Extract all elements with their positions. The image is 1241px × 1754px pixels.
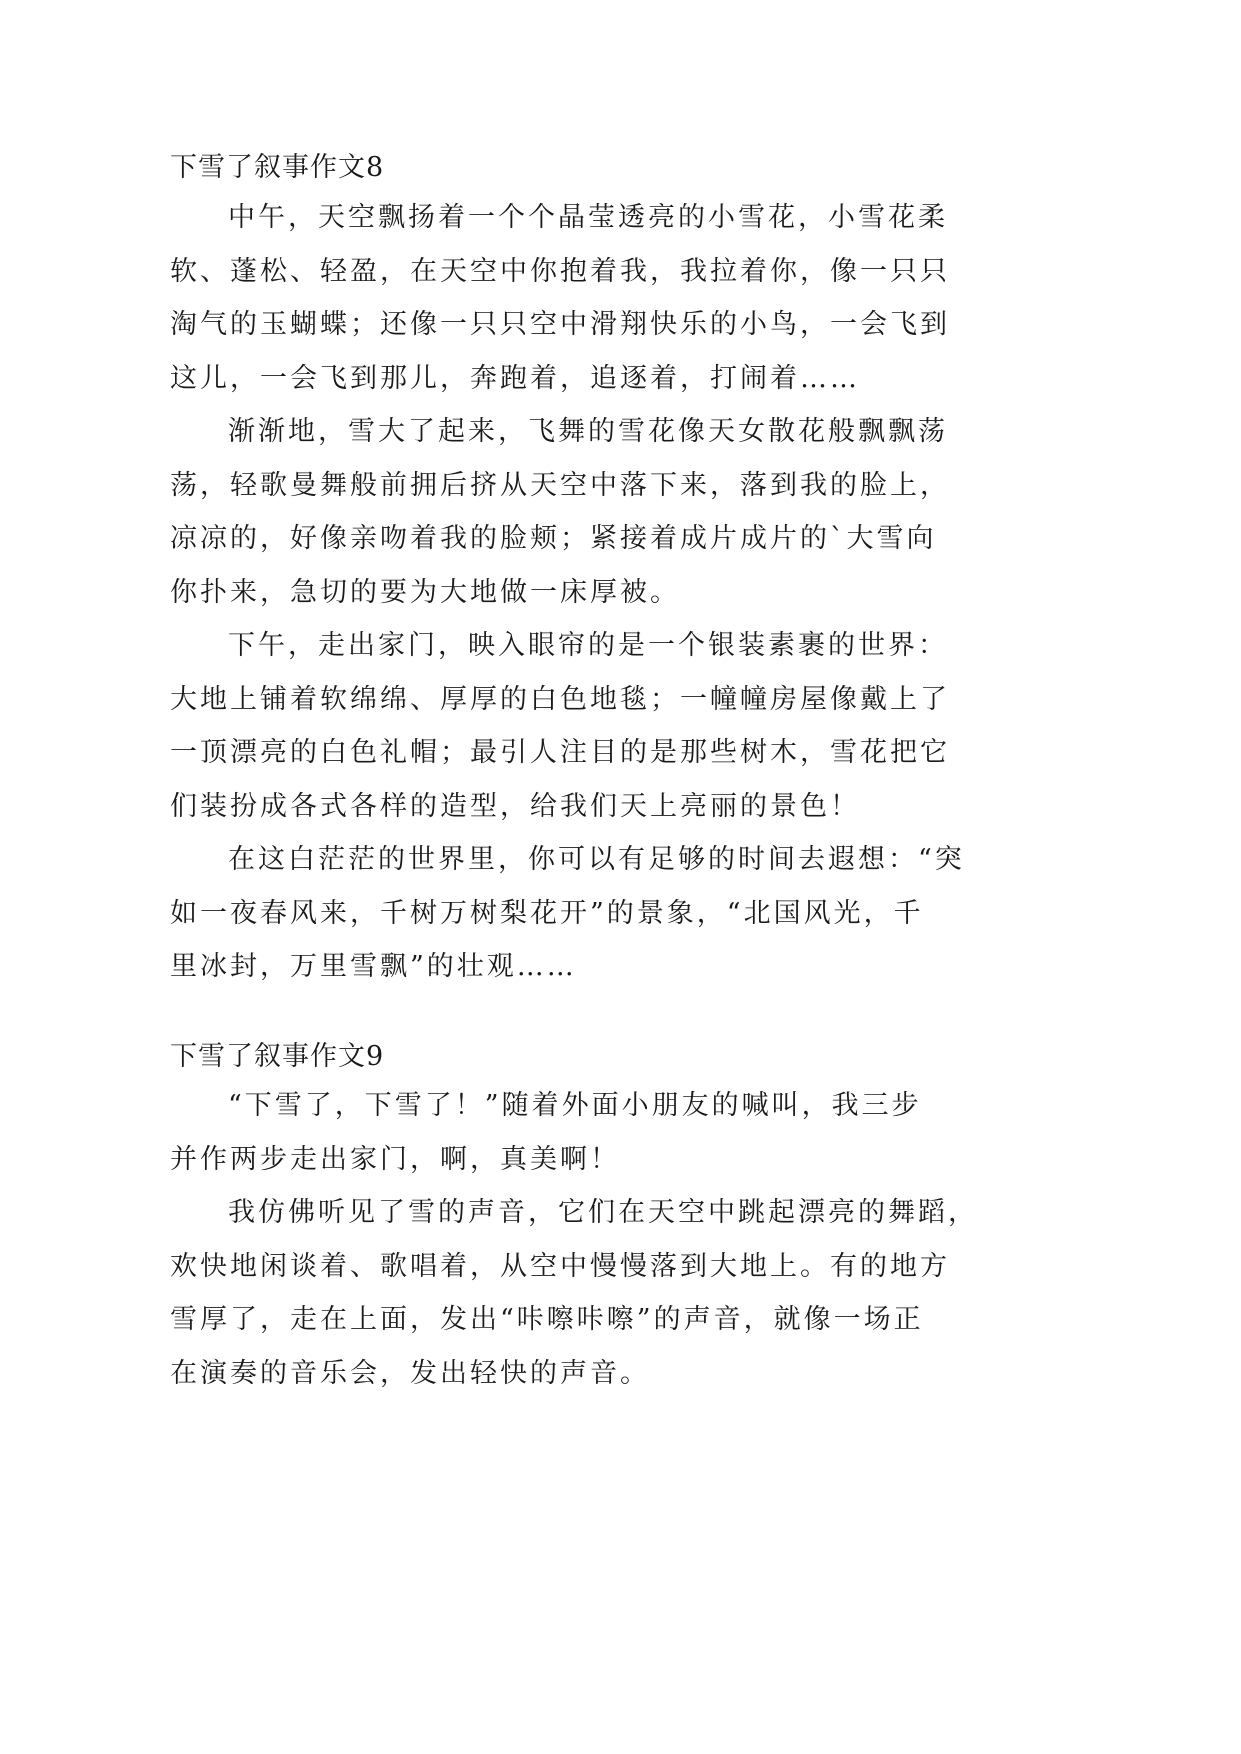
text-line: 大地上铺着软绵绵、厚厚的白色地毯；一幢幢房屋像戴上了 [170,684,950,715]
text-line: 在这白茫茫的世界里，你可以有足够的时间去遐想：“突 [228,844,965,875]
text-line: 如一夜春风来，千树万树梨花开”的景象，“北国风光，千 [170,898,924,929]
essay-title-8: 下雪了叙事作文8 [170,152,385,183]
essay-title-9: 下雪了叙事作文9 [170,1041,385,1072]
text-line: 里冰封，万里雪飘”的壮观…… [170,951,577,982]
text-line: 欢快地闲谈着、歌唱着，从空中慢慢落到大地上。有的地方 [170,1251,950,1282]
text-line: 雪厚了，走在上面，发出“咔嚓咔嚓”的声音，就像一场正 [170,1304,924,1335]
text-line: 这儿，一会飞到那儿，奔跑着，追逐着，打闹着…… [170,363,860,394]
text-line: “下雪了，下雪了！”随着外面小朋友的喊叫，我三步 [228,1090,922,1121]
text-line: 在演奏的音乐会，发出轻快的声音。 [170,1358,650,1389]
text-line: 一顶漂亮的白色礼帽；最引人注目的是那些树木，雪花把它 [170,737,950,768]
text-line: 我仿佛听见了雪的声音，它们在天空中跳起漂亮的舞蹈， [228,1197,978,1228]
text-line: 荡，轻歌曼舞般前拥后挤从天空中落下来，落到我的脸上， [170,470,950,501]
text-line: 软、蓬松、轻盈，在天空中你抱着我，我拉着你，像一只只 [170,256,950,287]
text-line: 凉凉的，好像亲吻着我的脸颊；紧接着成片成片的`大雪向 [170,523,937,554]
text-line: 们装扮成各式各样的造型，给我们天上亮丽的景色！ [170,791,860,822]
text-line: 淘气的玉蝴蝶；还像一只只空中滑翔快乐的小鸟，一会飞到 [170,309,950,340]
text-line: 你扑来，急切的要为大地做一床厚被。 [170,577,680,608]
text-line: 渐渐地，雪大了起来，飞舞的雪花像天女散花般飘飘荡 [228,416,948,447]
text-line: 并作两步走出家门，啊，真美啊！ [170,1144,620,1175]
text-line: 下午，走出家门，映入眼帘的是一个银装素裹的世界： [228,630,948,661]
text-line: 中午，天空飘扬着一个个晶莹透亮的小雪花，小雪花柔 [228,202,948,233]
